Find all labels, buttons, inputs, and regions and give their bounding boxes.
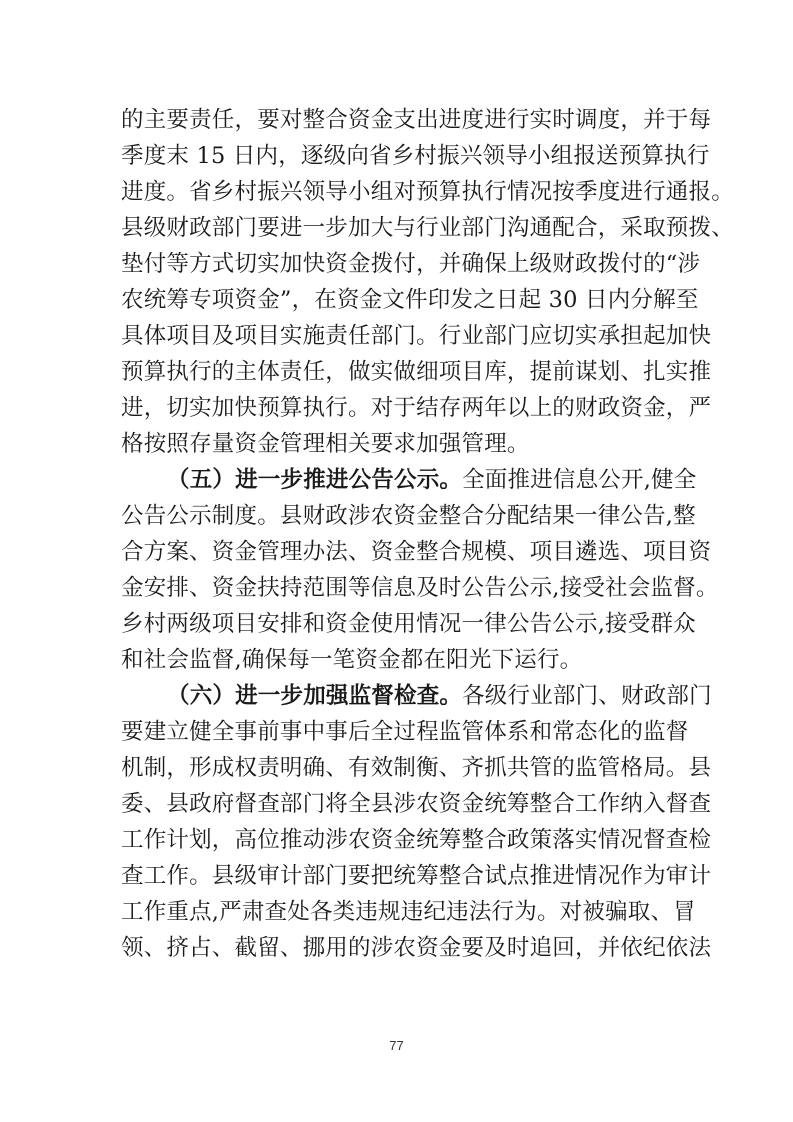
text-line: 和社会监督,确保每一笔资金都在阳光下运行。 xyxy=(121,647,583,673)
section-heading: （五）进一步推进公告公示。 xyxy=(167,467,463,493)
text-line: 农统筹专项资金”，在资金文件印发之日起 30 日内分解至 xyxy=(121,287,699,313)
text-line: 要建立健全事前事中事后全过程监管体系和常态化的监督 xyxy=(121,719,689,745)
text-line: 的主要责任，要对整合资金支出进度进行实时调度，并于每 xyxy=(121,107,712,133)
text-line: 领、挤占、截留、挪用的涉农资金要及时追回，并依纪依法 xyxy=(121,935,712,961)
text-line: 委、县政府督查部门将全县涉农资金统筹整合工作纳入督查 xyxy=(121,791,712,817)
text-line: 进，切实加快预算执行。对于结存两年以上的财政资金，严 xyxy=(121,395,712,421)
text-line: 县级财政部门要进一步加大与行业部门沟通配合，采取预拨、 xyxy=(121,215,734,241)
text-line: 季度末 15 日内，逐级向省乡村振兴领导小组报送预算执行 xyxy=(121,143,710,169)
text-line: 工作重点,严肃查处各类违规违纪违法行为。对被骗取、冒 xyxy=(121,899,696,925)
text-line: 垫付等方式切实加快资金拨付，并确保上级财政拨付的“涉 xyxy=(121,251,701,277)
text-line: 格按照存量资金管理相关要求加强管理。 xyxy=(121,431,530,457)
section-heading-line: （五）进一步推进公告公示。全面推进信息公开,健全 xyxy=(167,467,697,493)
text-line: 进度。省乡村振兴领导小组对预算执行情况按季度进行通报。 xyxy=(121,179,734,205)
section-heading: （六）进一步加强监督检查。 xyxy=(167,683,463,709)
text-line: 预算执行的主体责任，做实做细项目库，提前谋划、扎实推 xyxy=(121,359,712,385)
page-number: 77 xyxy=(389,1038,404,1053)
text-line: 金安排、资金扶持范围等信息及时公告公示,接受社会监督。 xyxy=(121,575,719,601)
text-line: 查工作。县级审计部门要把统筹整合试点推进情况作为审计 xyxy=(121,863,712,889)
text-line: 工作计划，高位推动涉农资金统筹整合政策落实情况督查检 xyxy=(121,827,712,853)
text-line: 乡村两级项目安排和资金使用情况一律公告公示,接受群众 xyxy=(121,611,696,637)
section-heading-line: （六）进一步加强监督检查。各级行业部门、财政部门 xyxy=(167,683,712,709)
text-line: 机制，形成权责明确、有效制衡、齐抓共管的监管格局。县 xyxy=(121,755,712,781)
text-line: 公告公示制度。县财政涉农资金整合分配结果一律公告,整 xyxy=(121,503,696,529)
text-line: 具体项目及项目实施责任部门。行业部门应切实承担起加快 xyxy=(121,323,712,349)
text-line: 合方案、资金管理办法、资金整合规模、项目遴选、项目资 xyxy=(121,539,712,565)
